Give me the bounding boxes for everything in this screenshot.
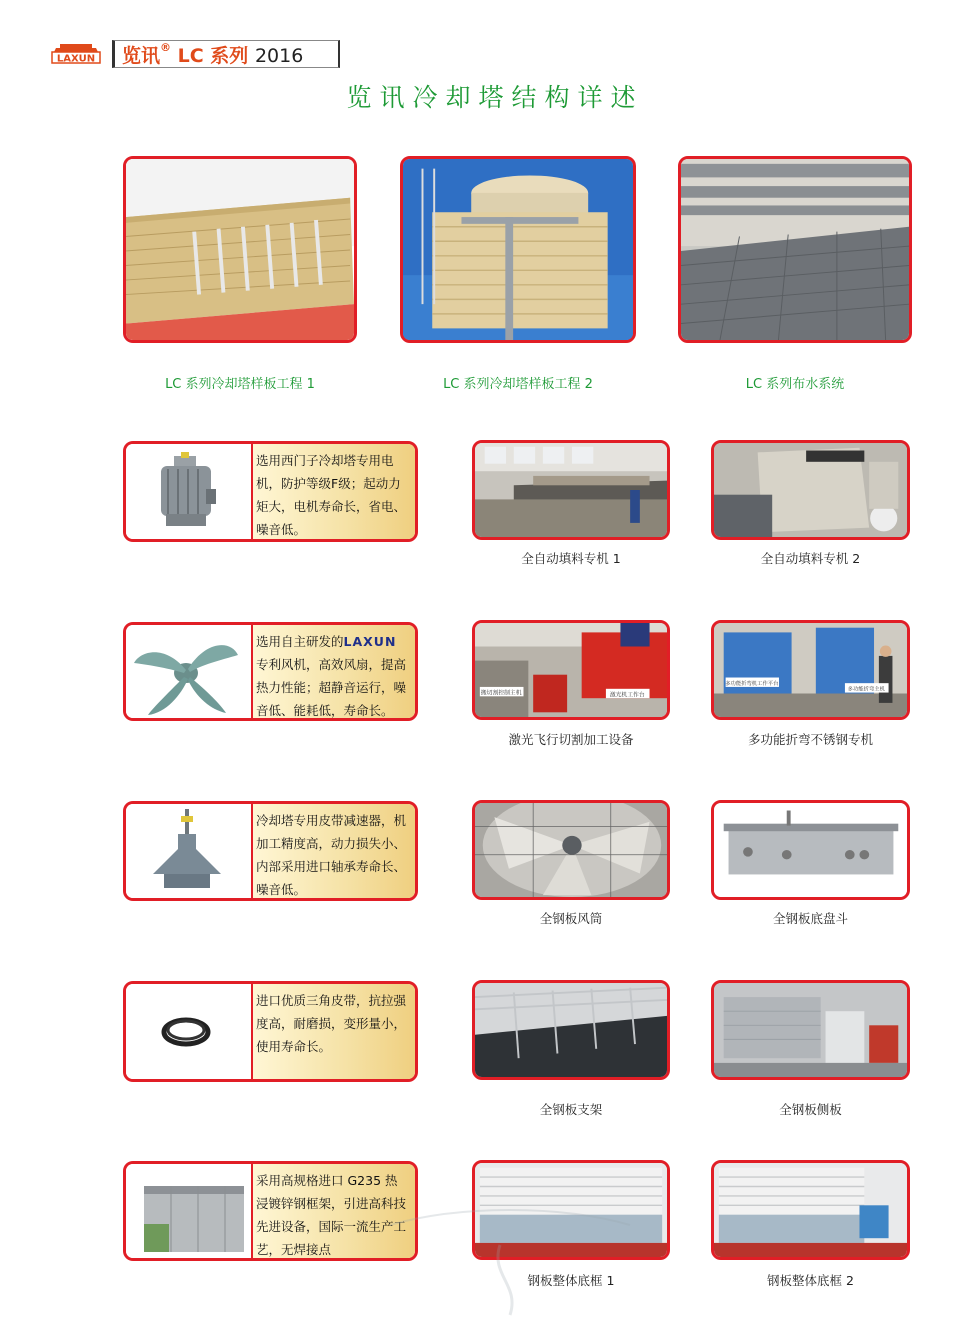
- galvanized-frame-card: [123, 1161, 418, 1261]
- project-caption-1: LC 系列冷却塔样板工程 1: [165, 377, 315, 392]
- series-name: 览讯: [122, 45, 161, 67]
- fan-description-pre: 选用自主研发的: [256, 634, 344, 649]
- filler-caption-1: 全自动填料专机 1: [521, 551, 621, 566]
- bending-label-1: 多功能折弯机工作平台: [725, 681, 779, 688]
- fan-description-post: 专利风机，高效风扇，提高热力性能；超静音运行，噪音低、能耗低，寿命长。: [256, 657, 407, 718]
- bending-caption: 多功能折弯不锈钢专机: [747, 732, 873, 747]
- fan-blade-image: [126, 625, 251, 718]
- water-distribution-photo: [678, 156, 912, 343]
- project-photo-1: [123, 156, 357, 343]
- steel-basin-caption: 全钢板底盘斗: [772, 911, 848, 926]
- fan-card: [123, 622, 418, 721]
- fan-cylinder-caption: 全钢板风筒: [539, 911, 603, 926]
- vbelt-image: [126, 984, 251, 1079]
- laser-caption: 激光飞行切割加工设备: [508, 732, 634, 747]
- filler-machine-photo-2: [711, 440, 910, 540]
- motor-image: [126, 444, 251, 539]
- galvanized-frame-image: [126, 1164, 251, 1258]
- fan-cylinder-photo: [472, 800, 670, 900]
- bending-machine-photo: [711, 620, 910, 720]
- project-caption-3: LC 系列布水系统: [745, 377, 845, 392]
- registered-mark: ®: [160, 41, 172, 54]
- fan-brand-name: LAXUN: [343, 634, 397, 649]
- filler-machine-photo-1: [472, 440, 670, 540]
- steel-side-panel-caption: 全钢板侧板: [779, 1102, 842, 1117]
- steel-base-caption-1: 钢板整体底框 1: [527, 1273, 615, 1288]
- filler-caption-2: 全自动填料专机 2: [760, 551, 861, 566]
- steel-frame-photo: [472, 980, 670, 1080]
- motor-description: 选用西门子冷却塔专用电机，防护等级F级；起动力矩大，电机寿命长，省电、噪音低。: [256, 453, 407, 537]
- series-code: LC 系列: [177, 45, 249, 67]
- steel-basin-photo: [711, 800, 910, 900]
- laser-cutting-photo: [472, 620, 670, 720]
- bending-label-2: 多功能折弯主机: [847, 686, 885, 693]
- laxun-logo: [50, 40, 102, 66]
- vbelt-description: 进口优质三角皮带，抗拉强度高，耐磨损，变形量小，使用寿命长。: [256, 993, 407, 1054]
- galvanized-frame-description: 采用高规格进口 G235 热浸镀锌钢框架，引进高科技先进设备，国际一流生产工艺，无焊接点: [256, 1173, 407, 1257]
- logo-text: LAXUN: [56, 53, 96, 65]
- series-year: 2016: [254, 45, 304, 67]
- page-title: 览讯冷却塔结构详述: [346, 83, 644, 112]
- laser-label-2: 激光机工作台: [609, 692, 645, 699]
- project-photo-2: [400, 156, 636, 343]
- reducer-description: 冷却塔专用皮带减速器，机加工精度高，动力损失小、内部采用进口轴承寿命长、噪音低。: [256, 813, 407, 897]
- steel-base-caption-2: 钢板整体底框 2: [767, 1273, 854, 1288]
- project-caption-2: LC 系列冷却塔样板工程 2: [443, 377, 593, 392]
- steel-side-panel-photo: [711, 980, 910, 1080]
- water-splash-watermark: [380, 1185, 640, 1325]
- vbelt-card: [123, 981, 418, 1082]
- laser-label-1: 搬切割控制主机: [480, 690, 522, 697]
- steel-base-frame-photo-2: [711, 1160, 910, 1260]
- reducer-card: [123, 801, 418, 901]
- steel-frame-caption: 全钢板支架: [539, 1102, 603, 1117]
- header-series: [122, 41, 303, 68]
- reducer-image: [126, 804, 251, 898]
- motor-card: [123, 441, 418, 542]
